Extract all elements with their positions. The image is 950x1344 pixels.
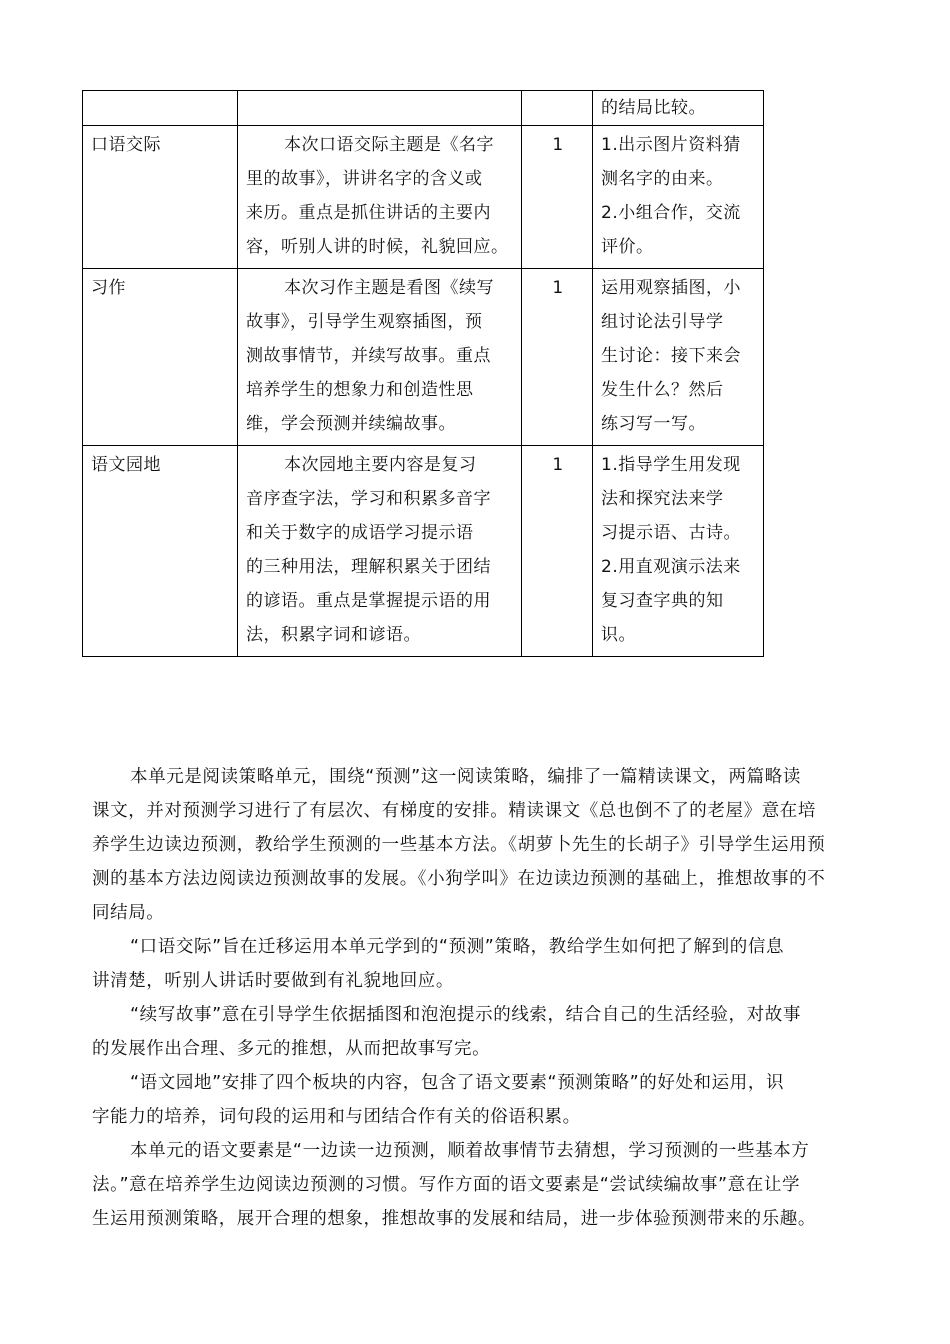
content-line xyxy=(246,128,515,162)
method-line: 法和探究法来学 xyxy=(601,489,724,509)
method-line: 识。 xyxy=(601,625,636,645)
table-row xyxy=(83,446,764,657)
content-line-text: 本次园地主要内容是复习 xyxy=(284,455,477,475)
method-line: 测名字的由来。 xyxy=(601,169,724,189)
method-cell xyxy=(593,269,764,446)
paragraph-line-text: “续写故事”意在引导学生依据插图和泡泡提示的线索，结合自己的生活经验，对故事 xyxy=(130,1005,801,1025)
method-line: 的结局比较。 xyxy=(601,98,706,118)
paragraph-line xyxy=(92,1134,882,1168)
paragraph-line: 生运用预测策略，展开合理的想象，推想故事的发展和结局，进一步体验预测带来的乐趣。 xyxy=(92,1209,816,1229)
content-line xyxy=(246,448,515,482)
content-line: 里的故事》，讲讲名字的含义或 xyxy=(246,169,483,189)
paragraph xyxy=(92,1134,882,1236)
paragraph xyxy=(92,1066,882,1134)
content-line-text: 本次口语交际主题是《名字 xyxy=(284,135,494,155)
hours-cell: 1 xyxy=(522,126,593,269)
section-cell: 习作 xyxy=(83,269,238,446)
content-line: 的谚语。重点是掌握提示语的用 xyxy=(246,591,491,611)
paragraph-line-text: 本单元的语文要素是“一边读一边预测，顺着故事情节去猜想，学习预测的一些基本方 xyxy=(130,1141,810,1161)
method-line: 习提示语、古诗。 xyxy=(601,523,741,543)
method-cell xyxy=(593,91,764,126)
content-line: 培养学生的想象力和创造性思 xyxy=(246,380,474,400)
hours-cell xyxy=(522,91,593,126)
method-cell xyxy=(593,446,764,657)
content-line: 和关于数字的成语学习提示语 xyxy=(246,523,474,543)
method-cell xyxy=(593,126,764,269)
method-line: 练习写一写。 xyxy=(601,414,706,434)
content-cell xyxy=(238,126,522,269)
hours-cell: 1 xyxy=(522,446,593,657)
paragraph-line: 字能力的培养，词句段的运用和与团结合作有关的俗语积累。 xyxy=(92,1107,581,1127)
paragraph-line-text: “语文园地”安排了四个板块的内容，包含了语文要素“预测策略”的好处和运用，识 xyxy=(130,1073,785,1093)
paragraph-line: 的发展作出合理、多元的推想，从而把故事写完。 xyxy=(92,1039,491,1059)
paragraph-line-text: 本单元是阅读策略单元，围绕“预测”这一阅读策略，编排了一篇精读课文，两篇略读 xyxy=(130,767,801,787)
section-cell xyxy=(83,91,238,126)
paragraph xyxy=(92,998,882,1066)
method-line: 复习查字典的知 xyxy=(601,591,724,611)
section-cell: 语文园地 xyxy=(83,446,238,657)
paragraph-line-text: “口语交际”旨在迁移运用本单元学到的“预测”策略，教给学生如何把了解到的信息 xyxy=(130,937,785,957)
method-line: 评价。 xyxy=(601,237,654,257)
paragraph-line xyxy=(92,998,882,1032)
paragraph xyxy=(92,930,882,998)
paragraph-line: 讲清楚，听别人讲话时要做到有礼貌地回应。 xyxy=(92,971,454,991)
table-row xyxy=(83,91,764,126)
paragraph-line: 养学生边读边预测，教给学生预测的一些基本方法。《胡萝卜先生的长胡子》引导学生运用预 xyxy=(92,835,826,855)
content-line: 维，学会预测并续编故事。 xyxy=(246,414,456,434)
paragraph xyxy=(92,760,882,930)
unit-analysis-text xyxy=(92,760,882,1236)
method-line: 运用观察插图，小 xyxy=(601,278,741,298)
paragraph-line xyxy=(92,930,882,964)
content-cell xyxy=(238,91,522,126)
content-cell xyxy=(238,446,522,657)
method-line: 发生什么？然后 xyxy=(601,380,724,400)
content-line: 来历。重点是抓住讲话的主要内 xyxy=(246,203,491,223)
method-line: 生讨论：接下来会 xyxy=(601,346,741,366)
hours-cell: 1 xyxy=(522,269,593,446)
content-line: 的三种用法，理解积累关于团结 xyxy=(246,557,491,577)
content-line-text: 本次习作主题是看图《续写 xyxy=(284,278,494,298)
paragraph-line: 测的基本方法边阅读边预测故事的发展。《小狗学叫》在边读边预测的基础上，推想故事的不 xyxy=(92,869,826,889)
section-cell: 口语交际 xyxy=(83,126,238,269)
table-row xyxy=(83,126,764,269)
method-line: 1.出示图片资料猜 xyxy=(601,135,741,155)
content-line: 容，听别人讲的时候，礼貌回应。 xyxy=(246,237,509,257)
paragraph-line: 法。”意在培养学生边阅读边预测的习惯。写作方面的语文要素是“尝试续编故事”意在让学 xyxy=(92,1175,801,1195)
paragraph-line xyxy=(92,1066,882,1100)
method-line: 组讨论法引导学 xyxy=(601,312,724,332)
method-line: 1.指导学生用发现 xyxy=(601,455,741,475)
content-line: 故事》，引导学生观察插图，预 xyxy=(246,312,483,332)
method-line: 2.小组合作，交流 xyxy=(601,203,741,223)
content-line: 测故事情节，并续写故事。重点 xyxy=(246,346,491,366)
table-row xyxy=(83,269,764,446)
content-cell xyxy=(238,269,522,446)
content-line: 音序查字法，学习和积累多音字 xyxy=(246,489,491,509)
content-line: 法，积累字词和谚语。 xyxy=(246,625,421,645)
paragraph-line: 课文，并对预测学习进行了有层次、有梯度的安排。精读课文《总也倒不了的老屋》意在培 xyxy=(92,801,816,821)
paragraph-line xyxy=(92,760,882,794)
paragraph-line: 同结局。 xyxy=(92,903,165,923)
lesson-plan-table xyxy=(82,90,764,657)
method-line: 2.用直观演示法来 xyxy=(601,557,741,577)
content-line xyxy=(246,271,515,305)
